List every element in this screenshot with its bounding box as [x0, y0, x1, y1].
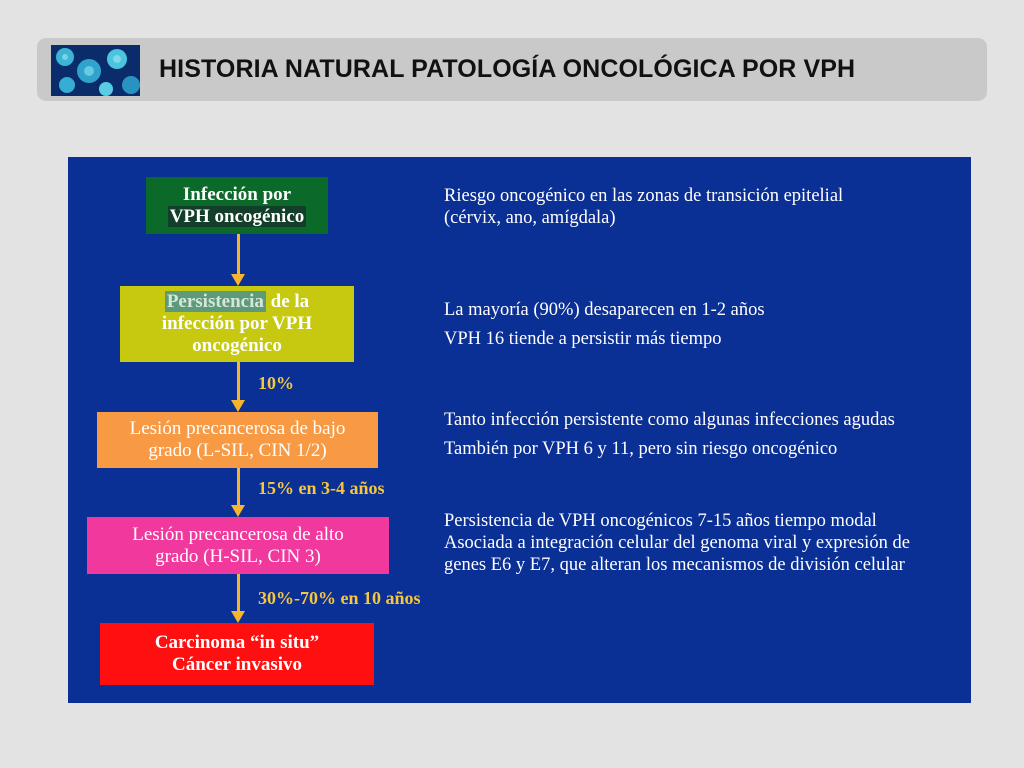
note-persistence: [444, 296, 765, 354]
title-bar: [37, 38, 987, 101]
step-low-grade-box: [97, 412, 378, 468]
step-low-grade-line1: Lesión precancerosa de bajo: [129, 418, 346, 439]
step-high-grade-box: [87, 517, 389, 574]
step-carcinoma-box: [100, 623, 374, 685]
note-line: Persistencia de VPH oncogénicos 7-15 años tiempo modal: [444, 511, 877, 531]
note-line: genes E6 y E7, que alteran los mecanismos de división celular: [444, 555, 905, 575]
note-line: VPH 16 tiende a persistir más tiempo: [444, 329, 722, 349]
note-line: Asociada a integración celular del genoma viral y expresión de: [444, 533, 910, 553]
step-infection-line2: VPH oncogénico: [169, 205, 305, 227]
transition-label: 10%: [258, 373, 294, 393]
note-low-grade: [444, 406, 895, 464]
persistence-highlight: Persistencia: [166, 291, 264, 312]
step-persistence-line1: de la: [265, 291, 310, 312]
step-high-grade-line2: grado (H-SIL, CIN 3): [155, 545, 321, 567]
step-infection-box: [146, 177, 328, 234]
step-carcinoma-line1: Carcinoma “in situ”: [154, 632, 320, 653]
virus-image: [51, 45, 140, 96]
transition-label: 15% en 3-4 años: [258, 478, 385, 498]
step-persistence-line3: oncogénico: [192, 335, 282, 356]
page-title: HISTORIA NATURAL PATOLOGÍA ONCOLÓGICA POR VPH: [159, 55, 856, 83]
step-low-grade-line2: grado (L-SIL, CIN 1/2): [148, 440, 327, 461]
step-persistence-box: [120, 286, 354, 362]
note-line: La mayoría (90%) desaparecen en 1-2 años: [444, 300, 765, 320]
note-line: Riesgo oncogénico en las zonas de transición epitelial: [444, 186, 844, 206]
step-infection-line1: Infección por: [182, 183, 292, 205]
step-high-grade-line1: Lesión precancerosa de alto: [132, 523, 344, 545]
transition-label: 30%-70% en 10 años: [258, 588, 421, 608]
note-high-grade: [444, 510, 910, 576]
step-carcinoma-line2: Cáncer invasivo: [171, 654, 302, 675]
flow-diagram-panel: [68, 157, 971, 703]
note-infection: [444, 185, 843, 229]
step-persistence-line2: infección por VPH: [161, 313, 313, 334]
note-line: (cérvix, ano, amígdala): [444, 208, 616, 228]
note-line: También por VPH 6 y 11, pero sin riesgo oncogénico: [444, 439, 838, 459]
note-line: Tanto infección persistente como algunas infecciones agudas: [444, 410, 895, 430]
